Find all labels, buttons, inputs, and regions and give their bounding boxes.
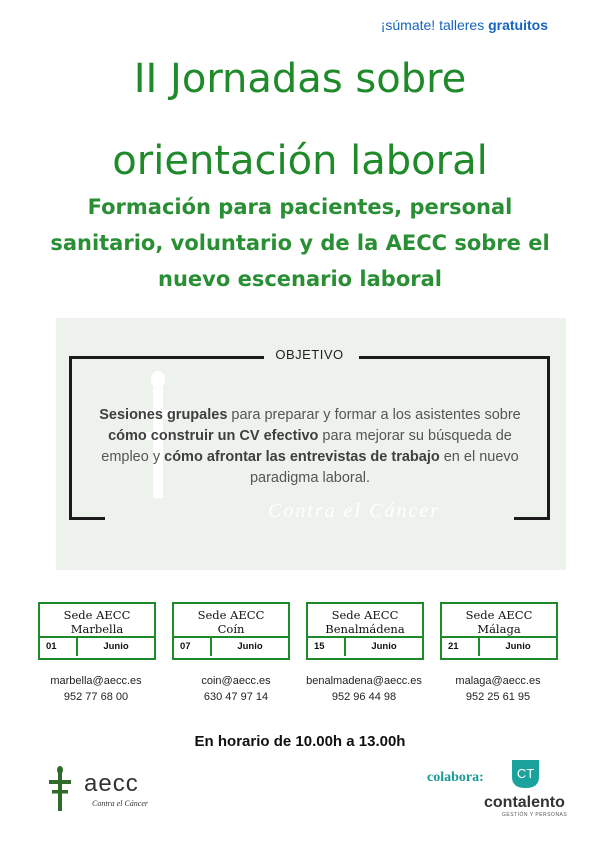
venue-email[interactable]: malaga@aecc.es	[455, 675, 541, 687]
title-line-2: orientación laboral	[112, 138, 488, 184]
tagline-emphasis: gratuitos	[488, 17, 548, 33]
svg-text:CT: CT	[516, 766, 535, 781]
objective-description: Sesiones grupales para preparar y formar a los asistentes sobre cómo construir un CV efectivo para mejorar su búsqueda de empleo y cómo afrontar las entrevistas de trabajo en el nuevo paradigma laboral.	[99, 407, 521, 486]
venue-email[interactable]: coin@aecc.es	[201, 675, 271, 687]
tagline: ¡súmate! talleres gratuitos	[380, 17, 548, 33]
aecc-cross-icon	[46, 766, 74, 812]
venue-card-coin: Sede AECC Coín 07 Junio	[172, 602, 290, 660]
subtitle-line-1: Formación para pacientes, personal	[87, 195, 513, 219]
venue-phone: 952 77 68 00	[63, 691, 129, 703]
venue-month: Junio	[237, 641, 263, 652]
venue-phone: 952 25 61 95	[465, 691, 531, 703]
venue-email[interactable]: benalmadena@aecc.es	[306, 675, 422, 687]
venue-card-malaga: Sede AECC Málaga 21 Junio	[440, 602, 558, 660]
objective-label: OBJETIVO	[275, 347, 344, 362]
venue-contact-marbella	[26, 673, 166, 705]
venue-day: 21	[442, 638, 480, 656]
watermark-tagline: Contra el Cáncer	[268, 500, 440, 522]
venue-day: 07	[174, 638, 212, 656]
venue-contact-malaga	[428, 673, 568, 705]
contalento-logo-text: contalento	[484, 794, 565, 811]
schedule-text: En horario de 10.00h a 13.00h	[194, 733, 406, 750]
venue-contact-coin	[166, 673, 306, 705]
venue-email[interactable]: marbella@aecc.es	[50, 675, 142, 687]
venue-month: Junio	[505, 641, 531, 652]
venue-day: 15	[308, 638, 346, 656]
venue-month: Junio	[371, 641, 397, 652]
venue-card-benalmadena: Sede AECC Benalmádena 15 Junio	[306, 602, 424, 660]
aecc-logo-text: aecc	[84, 770, 139, 797]
contalento-logo-icon	[509, 757, 542, 790]
venue-day: 01	[40, 638, 78, 656]
subtitle-line-3: nuevo escenario laboral	[158, 267, 442, 291]
venue-contact-benalmadena	[294, 673, 434, 705]
subtitle-line-2: sanitario, voluntario y de la AECC sobre el	[50, 231, 550, 255]
venue-phone: 952 96 44 98	[331, 691, 397, 703]
aecc-logo-tagline: Contra el Cáncer	[92, 799, 148, 808]
venue-card-marbella: Sede AECC Marbella 01 Junio	[38, 602, 156, 660]
contalento-logo-tagline: GESTIÓN Y PERSONAS	[502, 812, 568, 818]
venue-month: Junio	[103, 641, 129, 652]
title-line-1: II Jornadas sobre	[133, 56, 467, 102]
venue-phone: 630 47 97 14	[203, 691, 269, 703]
colabora-label: colabora:	[427, 770, 484, 785]
